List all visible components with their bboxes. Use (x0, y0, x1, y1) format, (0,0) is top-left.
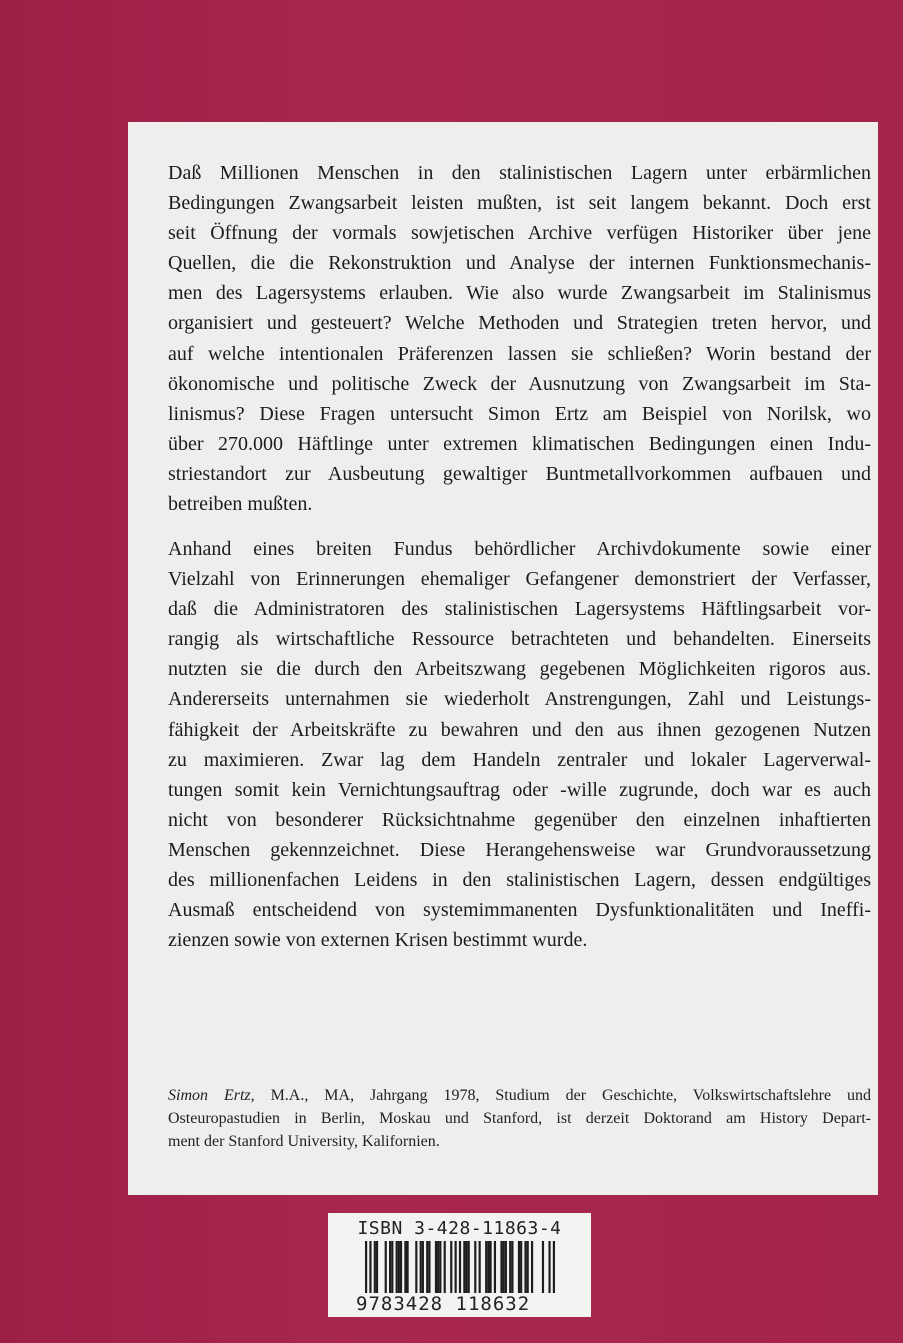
barcode-bar (374, 1241, 376, 1293)
barcode (365, 1241, 555, 1293)
barcode-bar (406, 1241, 408, 1293)
author-name: Simon Ertz, (168, 1087, 255, 1104)
barcode-bar (404, 1241, 406, 1293)
barcode-bar (548, 1241, 550, 1293)
barcode-bar (365, 1241, 367, 1293)
blurb-line: Quellen, die die Rekonstruktion und Analyse der internen Funktionsmechanis- (168, 252, 871, 275)
blurb-line: auf welche intentionalen Präferenzen lassen sie schließen? Worin bestand der (168, 342, 871, 365)
barcode-bar (459, 1241, 461, 1293)
barcode-bar (444, 1241, 446, 1293)
barcode-bar (494, 1241, 496, 1293)
barcode-bar (500, 1241, 502, 1293)
barcode-bar (422, 1241, 424, 1293)
blurb-line: fähigkeit der Arbeitskräfte zu bewahren und den aus ihnen gezogenen Nutzen (168, 718, 871, 741)
barcode-bar (426, 1241, 428, 1293)
blurb-paragraph-1 (168, 158, 871, 519)
blurb-line: Bedingungen Zwangsarbeit leisten mußten, ist seit langem bekannt. Doch erst (168, 192, 871, 215)
barcode-bar (511, 1241, 513, 1293)
blurb-paragraph-2 (168, 534, 871, 955)
barcode-bar (415, 1241, 417, 1293)
barcode-bar (376, 1241, 378, 1293)
barcode-bar (479, 1241, 481, 1293)
blurb-line: tungen somit kein Vernichtungsauftrag oder -wille zugrunde, doch war es auch (168, 778, 871, 801)
barcode-bar (385, 1241, 387, 1293)
barcode-bar (474, 1241, 476, 1293)
blurb-line: zienzen sowie von externen Krisen bestimmt wurde. (168, 929, 588, 952)
blurb-line: seit Öffnung der vormals sowjetischen Archive verfügen Historiker über jene (168, 222, 871, 245)
barcode-bar (468, 1241, 470, 1293)
barcode-bar (437, 1241, 439, 1293)
blurb-line: betreiben mußten. (168, 493, 313, 516)
barcode-bar (465, 1241, 467, 1293)
barcode-bar (503, 1241, 505, 1293)
barcode-bar (485, 1241, 487, 1293)
blurb-line: Ausmaß entscheidend von systemimmanenten Dysfunktionalitäten und Ineffi- (168, 899, 871, 922)
blurb-line: Daß Millionen Menschen in den stalinistischen Lagern unter erbärmlichen (168, 162, 871, 184)
blurb-line: Menschen gekennzeichnet. Diese Herangehensweise war Grundvoraussetzung (168, 838, 871, 861)
blurb-line: Andererseits unternahmen sie wiederholt Anstrengungen, Zahl und Leistungs- (168, 688, 871, 711)
ean-number: 9783428 118632 (356, 1293, 531, 1315)
barcode-bar (524, 1241, 526, 1293)
blurb-line: nicht von besonderer Rücksichtnahme gegenüber den einzelnen inhaftierten (168, 808, 871, 831)
isbn-text: ISBN 3-428-11863-4 (357, 1218, 562, 1239)
blurb-line: Anhand eines breiten Fundus behördlicher Archivdokumente sowie einer (168, 538, 871, 560)
barcode-bar (398, 1241, 400, 1293)
bio-line: Osteuropastudien in Berlin, Moskau und Stanford, ist derzeit Doktorand am History Depart- (168, 1110, 871, 1127)
barcode-bar (455, 1241, 457, 1293)
blurb-line: striestandort zur Ausbeutung gewaltiger Buntmetallvorkommen aufbauen und (168, 462, 871, 485)
barcode-bar (527, 1241, 529, 1293)
barcode-bar (531, 1241, 533, 1293)
barcode-bar (463, 1241, 465, 1293)
blurb-line: zu maximieren. Zwar lag dem Handeln zentraler und lokaler Lagerverwal- (168, 748, 871, 771)
blurb-line: nutzten sie die durch den Arbeitszwang gegebenen Möglichkeiten rigoros aus. (168, 658, 871, 681)
blurb-line: rangig als wirtschaftliche Ressource betrachteten und behandelten. Einerseits (168, 628, 871, 651)
blurb-line: men des Lagersystems erlauben. Wie also wurde Zwangsarbeit im Stalinismus (168, 282, 871, 305)
author-bio (168, 1084, 871, 1153)
bio-line: ment der Stanford University, Kalifornien. (168, 1133, 440, 1150)
barcode-bar (396, 1241, 398, 1293)
barcode-bar (400, 1241, 402, 1293)
barcode-bar (435, 1241, 437, 1293)
barcode-bar (389, 1241, 391, 1293)
blurb-line: organisiert und gesteuert? Welche Methoden und Strategien treten hervor, und (168, 312, 871, 335)
blurb-line: über 270.000 Häftlinge unter extremen klimatischen Bedingungen einen Indu- (168, 432, 871, 455)
barcode-bar (391, 1241, 393, 1293)
barcode-bar (518, 1241, 520, 1293)
bio-line (168, 1084, 871, 1107)
barcode-bar (487, 1241, 489, 1293)
barcode-label (328, 1213, 591, 1317)
barcode-bar (489, 1241, 491, 1293)
blurb-line: Vielzahl von Erinnerungen ehemaliger Gefangener demonstriert der Verfasser, (168, 568, 871, 591)
barcode-bar (428, 1241, 430, 1293)
blurb-line: ökonomische und politische Zweck der Ausnutzung von Zwangsarbeit im Sta- (168, 372, 871, 395)
barcode-bar (420, 1241, 422, 1293)
barcode-bar (509, 1241, 511, 1293)
barcode-bar (505, 1241, 507, 1293)
bio-text: M.A., MA, Jahrgang 1978, Studium der Geschichte, Volkswirtschaftslehre und (254, 1087, 872, 1104)
blurb-line: linismus? Diese Fragen untersucht Simon Ertz am Beispiel von Norilsk, wo (168, 402, 871, 425)
back-cover-panel (128, 122, 878, 1195)
barcode-bar (553, 1241, 555, 1293)
barcode-bar (439, 1241, 441, 1293)
barcode-bar (520, 1241, 522, 1293)
barcode-bar (542, 1241, 544, 1293)
barcode-bar (369, 1241, 371, 1293)
blurb-line: des millionenfachen Leidens in den stalinistischen Lagern, dessen endgültiges (168, 869, 871, 892)
barcode-bar (450, 1241, 452, 1293)
blurb-line: daß die Administratoren des stalinistischen Lagersystems Häftlingsarbeit vor- (168, 598, 871, 621)
